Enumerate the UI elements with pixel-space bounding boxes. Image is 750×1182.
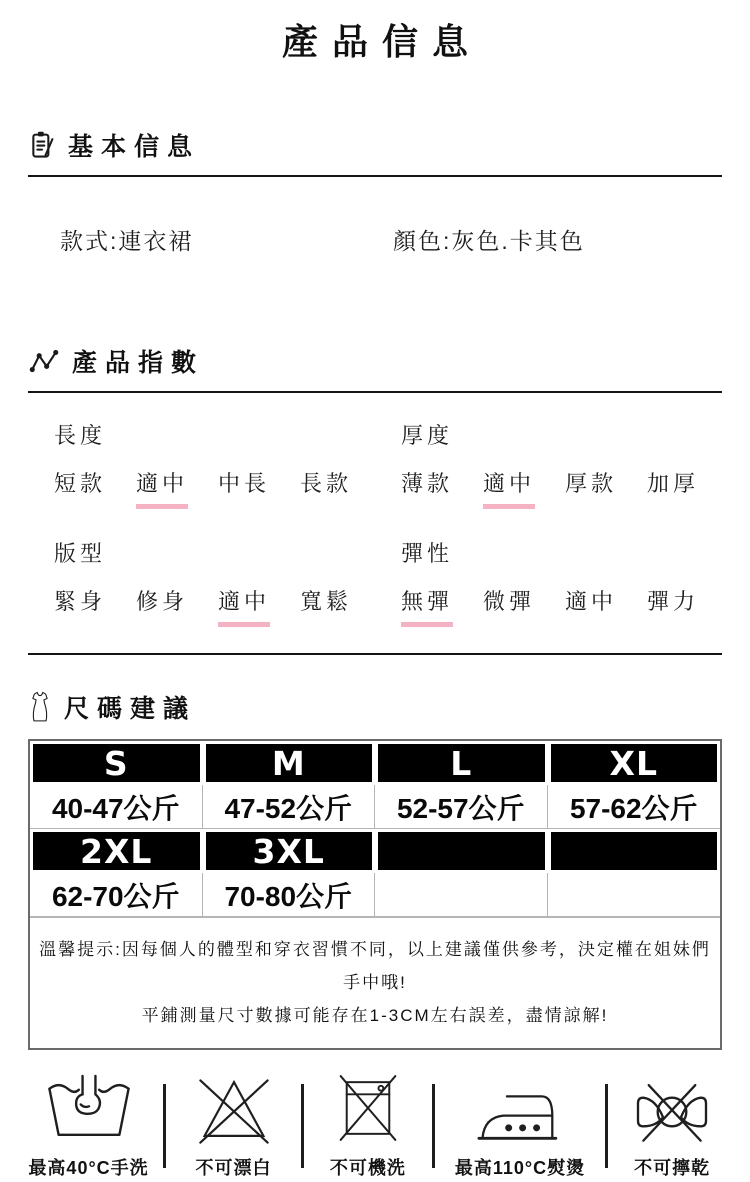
index-option: 長款 xyxy=(300,471,353,496)
size-header-cell: M xyxy=(203,741,376,785)
index-option: 中長 xyxy=(218,471,271,496)
care-label: 不可擰乾 xyxy=(634,1158,711,1179)
index-option-selected: 適中 xyxy=(483,467,535,509)
size-grid xyxy=(30,741,720,917)
size-note xyxy=(30,917,720,1048)
size-header-cell: 2XL xyxy=(30,829,203,873)
clipboard-icon xyxy=(28,130,56,160)
index-group-label: 彈性 xyxy=(401,541,454,566)
index-option-selected: 無彈 xyxy=(401,585,453,627)
no-bleach-icon xyxy=(192,1072,276,1146)
index-option: 厚款 xyxy=(565,471,618,496)
care-label: 不可機洗 xyxy=(329,1158,406,1179)
basic-fields xyxy=(28,223,722,253)
size-table xyxy=(28,739,722,1050)
index-group-length xyxy=(28,419,375,509)
care-item-no-bleach xyxy=(166,1070,301,1182)
section-size-header xyxy=(28,689,722,725)
index-group-thickness xyxy=(375,419,722,509)
index-option: 修身 xyxy=(136,589,189,614)
hand-wash-icon xyxy=(43,1074,135,1146)
care-label: 最高40°C手洗 xyxy=(28,1158,149,1179)
style-field: 款式:連衣裙 xyxy=(60,228,194,254)
care-item-hand-wash xyxy=(14,1070,163,1182)
index-option: 薄款 xyxy=(401,471,454,496)
size-header-cell-empty xyxy=(548,829,721,873)
section-index-title: 產品指數 xyxy=(72,349,205,377)
dress-icon xyxy=(28,691,52,723)
section-basic-header xyxy=(28,127,722,163)
section-basic-title: 基本信息 xyxy=(68,133,201,161)
size-note-line1: 溫馨提示:因每個人的體型和穿衣習慣不同，以上建議僅供參考，決定權在姐妹們手中哦! xyxy=(39,940,711,993)
index-option: 適中 xyxy=(565,589,618,614)
size-header-cell: S xyxy=(30,741,203,785)
size-weight-cell: 47-52公斤 xyxy=(203,785,376,829)
product-index-grid xyxy=(28,419,722,627)
index-option: 寬鬆 xyxy=(300,589,353,614)
size-header-cell-empty xyxy=(375,829,548,873)
index-group-elasticity xyxy=(375,537,722,627)
divider-index xyxy=(28,391,722,393)
section-index-header xyxy=(28,343,722,379)
size-header-cell: XL xyxy=(548,741,721,785)
iron-max-110-icon xyxy=(472,1080,568,1146)
no-wring-icon xyxy=(627,1078,717,1146)
care-label: 不可漂白 xyxy=(195,1158,272,1179)
size-header-cell: L xyxy=(375,741,548,785)
index-option: 彈力 xyxy=(647,589,700,614)
index-group-label: 厚度 xyxy=(401,423,454,448)
index-option: 緊身 xyxy=(54,589,107,614)
size-weight-cell: 70-80公斤 xyxy=(203,873,376,917)
size-weight-cell-empty xyxy=(375,873,548,917)
index-group-label: 長度 xyxy=(54,423,107,448)
size-note-line2: 平鋪測量尺寸數據可能存在1-3CM左右誤差，盡情諒解! xyxy=(141,1006,609,1026)
divider-basic xyxy=(28,175,722,177)
care-instructions-row xyxy=(14,1070,736,1182)
size-weight-cell: 52-57公斤 xyxy=(375,785,548,829)
care-item-no-machine-wash xyxy=(304,1070,432,1182)
line-chart-icon xyxy=(28,348,60,374)
care-item-no-wring xyxy=(608,1070,736,1182)
divider-after-index xyxy=(28,653,722,655)
size-weight-cell: 40-47公斤 xyxy=(30,785,203,829)
index-option: 微彈 xyxy=(483,589,536,614)
no-machine-wash-icon xyxy=(330,1070,406,1146)
index-group-fit xyxy=(28,537,375,627)
index-group-label: 版型 xyxy=(54,541,107,566)
size-weight-cell-empty xyxy=(548,873,721,917)
index-option-selected: 適中 xyxy=(136,467,188,509)
index-option-selected: 適中 xyxy=(218,585,270,627)
size-weight-cell: 62-70公斤 xyxy=(30,873,203,917)
section-size-title: 尺碼建議 xyxy=(64,695,197,723)
size-weight-cell: 57-62公斤 xyxy=(548,785,721,829)
color-field: 顏色:灰色.卡其色 xyxy=(393,228,585,254)
index-option: 短款 xyxy=(54,471,107,496)
size-header-cell: 3XL xyxy=(203,829,376,873)
care-label: 最高110°C熨燙 xyxy=(454,1158,586,1179)
care-item-iron-max-110 xyxy=(435,1070,605,1182)
page-title: 產品信息 xyxy=(281,21,482,62)
index-option: 加厚 xyxy=(647,471,700,496)
